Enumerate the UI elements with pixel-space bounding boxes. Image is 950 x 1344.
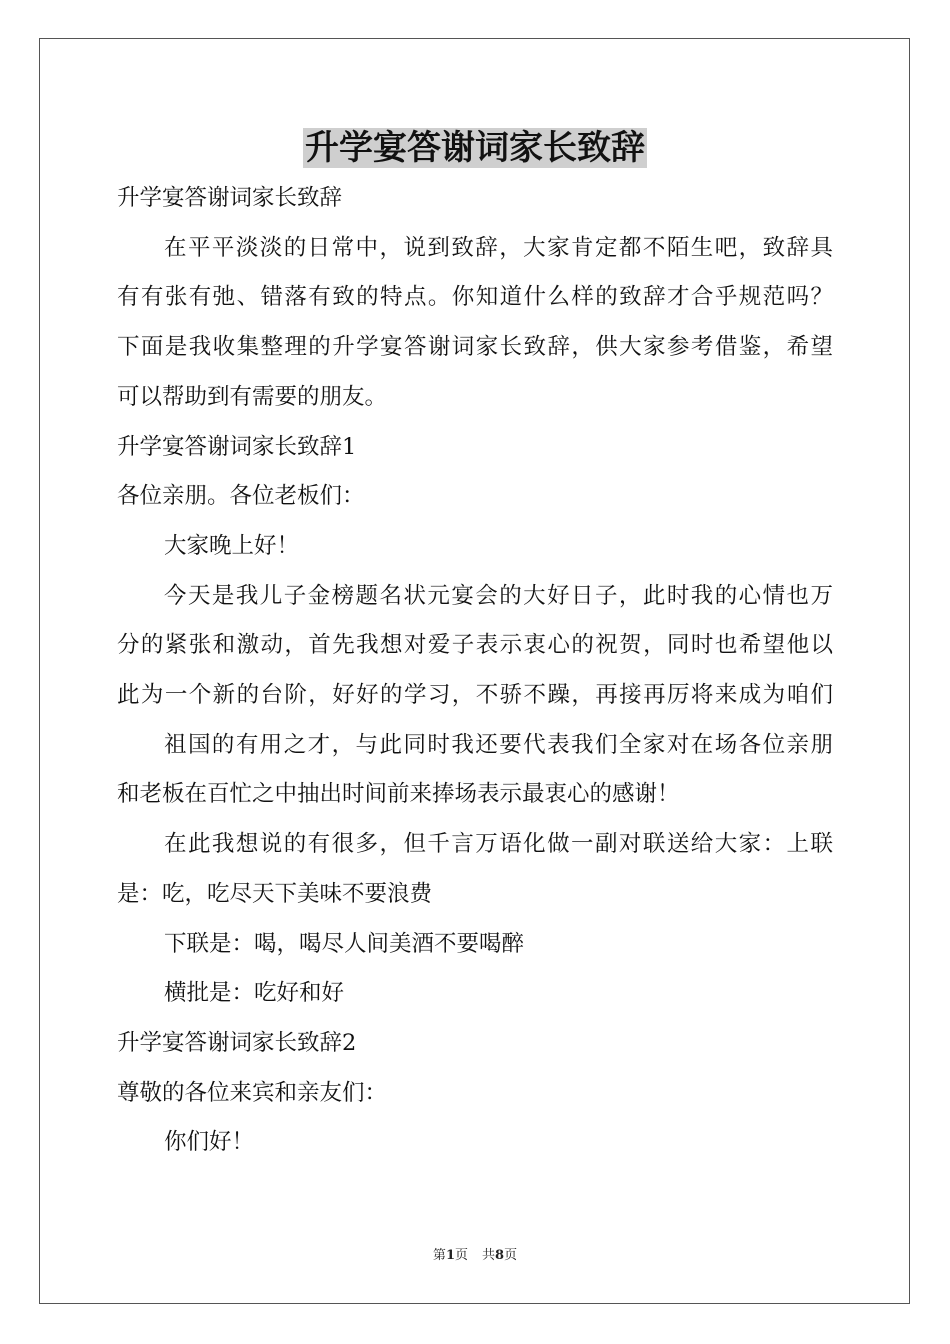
- couplet-line: 横批是：吃好和好: [164, 980, 345, 1007]
- footer-page-total: 8: [495, 1248, 505, 1263]
- footer-page-current: 1: [445, 1248, 455, 1263]
- paragraph-line: 在平平淡淡的日常中，说到致辞，大家肯定都不陌生吧，致辞具: [164, 234, 833, 261]
- greeting-line: 你们好！: [164, 1129, 255, 1156]
- paragraph-line: 此为一个新的台阶，好好的学习，不骄不躁，再接再厉将来成为咱们: [117, 682, 833, 709]
- paragraph-line: 分的紧张和激动，首先我想对爱子表示衷心的祝贺，同时也希望他以: [117, 632, 833, 659]
- paragraph-line: 可以帮助到有需要的朋友。: [117, 383, 388, 410]
- footer-page-prefix: 第: [432, 1248, 446, 1263]
- page-footer: [0, 1247, 950, 1265]
- document-title: [0, 126, 950, 170]
- paragraph-line: 有有张有弛、错落有致的特点。你知道什么样的致辞才合乎规范吗？: [117, 284, 833, 311]
- paragraph-line: 是：吃，吃尽天下美味不要浪费: [117, 880, 433, 907]
- paragraph-line: 和老板在百忙之中抽出时间前来捧场表示最衷心的感谢！: [117, 781, 680, 808]
- salutation-line: 各位亲朋。各位老板们：: [117, 483, 365, 510]
- footer-page-suffix: 页: [454, 1248, 468, 1263]
- paragraph-line: 祖国的有用之才，与此同时我还要代表我们全家对在场各位亲朋: [164, 731, 833, 758]
- footer-total-prefix: 共: [482, 1248, 496, 1263]
- paragraph-line: 在此我想说的有很多，但千言万语化做一副对联送给大家：上联: [164, 831, 833, 858]
- salutation-line: 尊敬的各位来宾和亲友们：: [117, 1079, 388, 1106]
- footer-total-suffix: 页: [504, 1248, 518, 1263]
- paragraph-line: 下面是我收集整理的升学宴答谢词家长致辞，供大家参考借鉴，希望: [117, 334, 833, 361]
- section-heading-1: 升学宴答谢词家长致辞1: [117, 433, 357, 460]
- document-title-text: 升学宴答谢词家长致辞: [305, 128, 645, 168]
- document-body: [117, 174, 833, 1168]
- greeting-line: 大家晚上好！: [164, 532, 300, 559]
- paragraph-line: 今天是我儿子金榜题名状元宴会的大好日子，此时我的心情也万: [164, 582, 833, 609]
- section-heading-2: 升学宴答谢词家长致辞2: [117, 1029, 357, 1056]
- couplet-line: 下联是：喝，喝尽人间美酒不要喝醉: [164, 930, 525, 957]
- subtitle-line: 升学宴答谢词家长致辞: [117, 185, 343, 211]
